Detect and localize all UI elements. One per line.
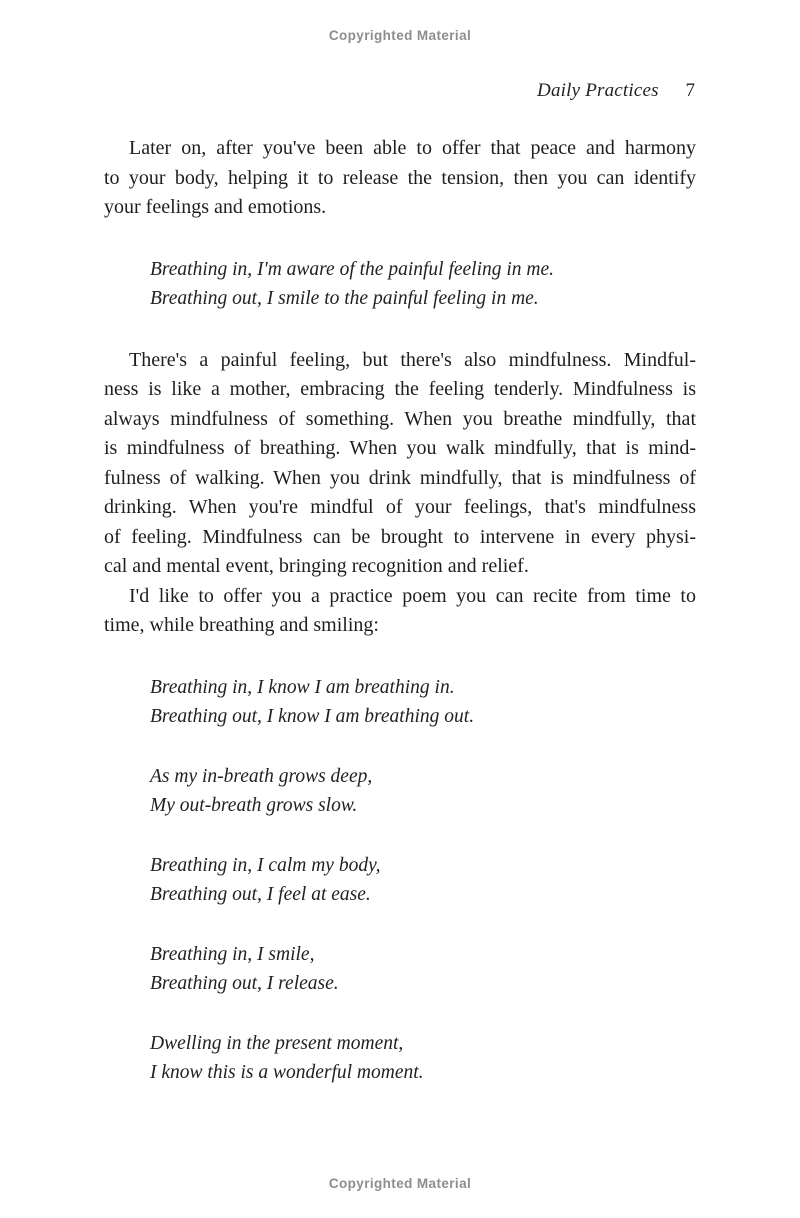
paragraph-line: ness is like a mother, embracing the feeling tenderly. Mindfulness is: [104, 378, 696, 400]
paragraph-line: of feeling. Mindfulness can be brought to intervene in every physi-: [104, 525, 696, 548]
paragraph-line: fulness of walking. When you drink mindfully, that is mindfulness of: [104, 466, 696, 489]
poem-line: Dwelling in the present moment,: [150, 1032, 404, 1054]
paragraph-line: always mindfulness of something. When you breathe mindfully, that: [104, 407, 696, 430]
poem-stanza: [150, 1029, 696, 1088]
poem-line: As my in-breath grows deep,: [150, 765, 373, 787]
poem-line: Breathing out, I smile to the painful feeling in me.: [150, 288, 539, 309]
running-header: [537, 80, 695, 102]
poem-stanza: [150, 851, 696, 910]
copyright-bottom-banner: Copyrighted Material: [328, 1176, 472, 1191]
poem-line: Breathing out, I know I am breathing out.: [150, 706, 475, 727]
poem-line: Breathing out, I feel at ease.: [150, 884, 371, 905]
poem-stanza: [150, 255, 696, 314]
poem-line: I know this is a wonderful moment.: [150, 1062, 424, 1083]
book-page-body: [104, 134, 696, 1120]
paragraph-line: cal and mental event, bringing recognition and relief.: [104, 555, 529, 577]
page-number: 7: [685, 80, 695, 101]
poem-stanza: [150, 940, 696, 999]
paragraph-line: is mindfulness of breathing. When you walk mindfully, that is mind-: [104, 437, 696, 459]
paragraph-line: I'd like to offer you a practice poem you can recite from time to: [129, 584, 696, 607]
poem-stanza: [150, 762, 696, 821]
poem-line: Breathing in, I'm aware of the painful feeling in me.: [150, 258, 555, 280]
paragraph-line: There's a painful feeling, but there's also mindfulness. Mindful-: [129, 348, 696, 371]
poem: [150, 673, 696, 1088]
paragraph: [104, 582, 696, 641]
paragraph-line: Later on, after you've been able to offer that peace and harmony: [129, 137, 696, 159]
poem-line: My out-breath grows slow.: [150, 795, 358, 816]
paragraph: [104, 346, 696, 582]
copyright-top-banner: Copyrighted Material: [328, 28, 472, 43]
paragraph-line: time, while breathing and smiling:: [104, 614, 379, 636]
paragraph-line: your feelings and emotions.: [104, 196, 327, 218]
poem-line: Breathing out, I release.: [150, 973, 339, 994]
poem-stanza: [150, 673, 696, 732]
poem-line: Breathing in, I calm my body,: [150, 854, 381, 876]
poem-line: Breathing in, I smile,: [150, 943, 315, 965]
paragraph-line: drinking. When you're mindful of your feelings, that's mindfulness: [104, 496, 696, 518]
paragraph-line: to your body, helping it to release the tension, then you can identify: [104, 166, 696, 189]
running-header-title: Daily Practices: [537, 80, 659, 101]
poem: [150, 255, 696, 314]
paragraph: [104, 134, 696, 223]
poem-line: Breathing in, I know I am breathing in.: [150, 676, 455, 698]
